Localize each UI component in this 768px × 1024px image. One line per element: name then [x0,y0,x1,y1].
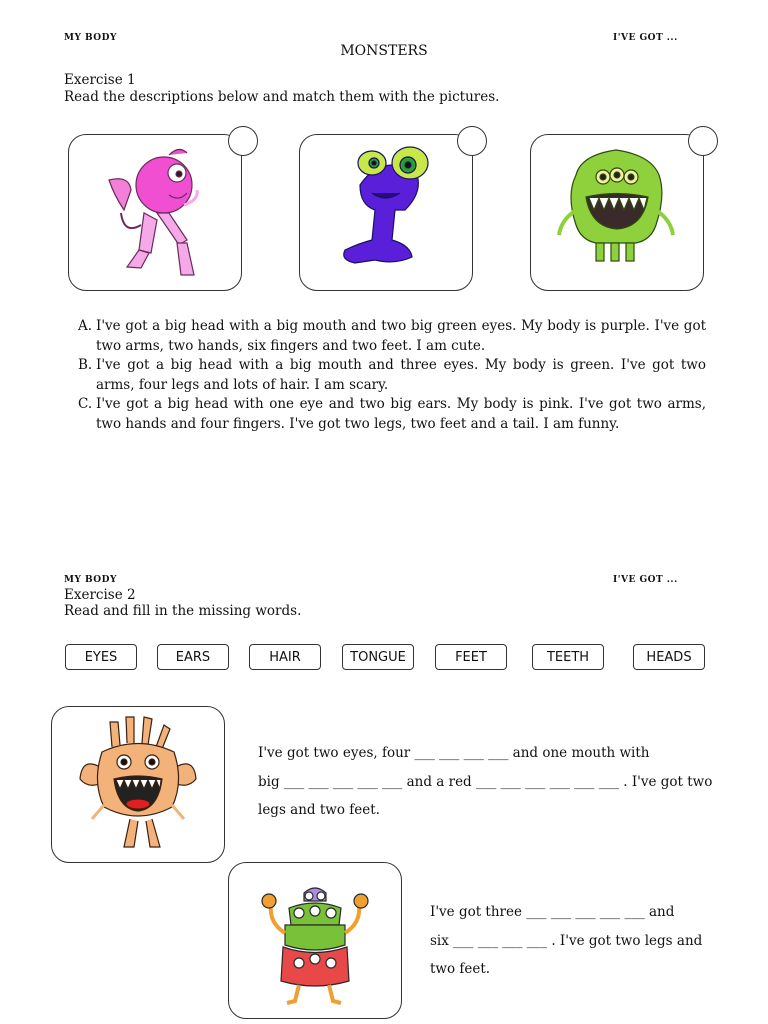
description-letter: C. [78,396,93,412]
picture-pink-monster [68,134,242,291]
picture-orange-monster [51,706,225,863]
purple-monster-icon [300,135,472,290]
three-headed-monster-icon [229,863,401,1018]
description-letter: A. [78,318,93,334]
fill-text-2-line3: two feet. [430,961,491,977]
fill-text-1-line2: big ___ ___ ___ ___ ___ and a red ___ ___ ___ ___ ___ ___ . I've got two [258,773,713,790]
word-bank-ears[interactable]: EARS [157,644,229,670]
orange-monster-icon [52,707,224,862]
header2-topic-left: MY BODY [64,575,117,585]
header2-topic-right: I'VE GOT ... [613,575,678,585]
picture-green-monster [530,134,704,291]
fill-text-1-line3: legs and two feet. [258,802,380,818]
description-list [78,317,706,434]
fill-text-2 [430,898,702,984]
description-a [78,317,706,356]
description-b [78,356,706,395]
description-text: I've got a big head with one eye and two big ears. My body is pink. I've got two arms, two hands and four fingers. I've got two legs, two feet and a tail. I am funny. [96,396,706,432]
exercise1-heading: Exercise 1 [64,72,136,88]
fill-text-1-line1: I've got two eyes, four ___ ___ ___ ___ and one mouth with [258,745,650,761]
answer-circle-3[interactable] [688,126,718,156]
description-text: I've got a big head with a big mouth and two big green eyes. My body is purple. I've got two arms, two hands, six fingers and two feet. I am cute. [96,318,706,354]
exercise2-instruction: Read and fill in the missing words. [64,603,302,619]
answer-circle-1[interactable] [228,126,258,156]
fill-text-1 [258,739,712,825]
pink-monster-icon [69,135,241,290]
word-bank-tongue[interactable]: TONGUE [342,644,414,670]
fill-text-2-line2: six ___ ___ ___ ___ . I've got two legs and [430,932,703,949]
description-letter: B. [78,357,93,373]
header-topic-left: MY BODY [64,33,117,43]
exercise2-heading: Exercise 2 [64,587,136,603]
word-bank-feet[interactable]: FEET [435,644,507,670]
description-text: I've got a big head with a big mouth and three eyes. My body is green. I've got two arms, four legs and lots of hair. I am scary. [96,357,706,393]
green-monster-icon [531,135,703,290]
description-c [78,395,706,434]
word-bank-teeth[interactable]: TEETH [532,644,604,670]
fill-text-2-line1: I've got three ___ ___ ___ ___ ___ and [430,904,675,920]
exercise1-instruction: Read the descriptions below and match them with the pictures. [64,89,500,105]
word-bank-heads[interactable]: HEADS [633,644,705,670]
header-topic-right: I'VE GOT ... [613,33,678,43]
page-title: MONSTERS [340,43,428,59]
word-bank-hair[interactable]: HAIR [249,644,321,670]
picture-purple-monster [299,134,473,291]
answer-circle-2[interactable] [457,126,487,156]
word-bank-eyes[interactable]: EYES [65,644,137,670]
picture-three-headed-monster [228,862,402,1019]
